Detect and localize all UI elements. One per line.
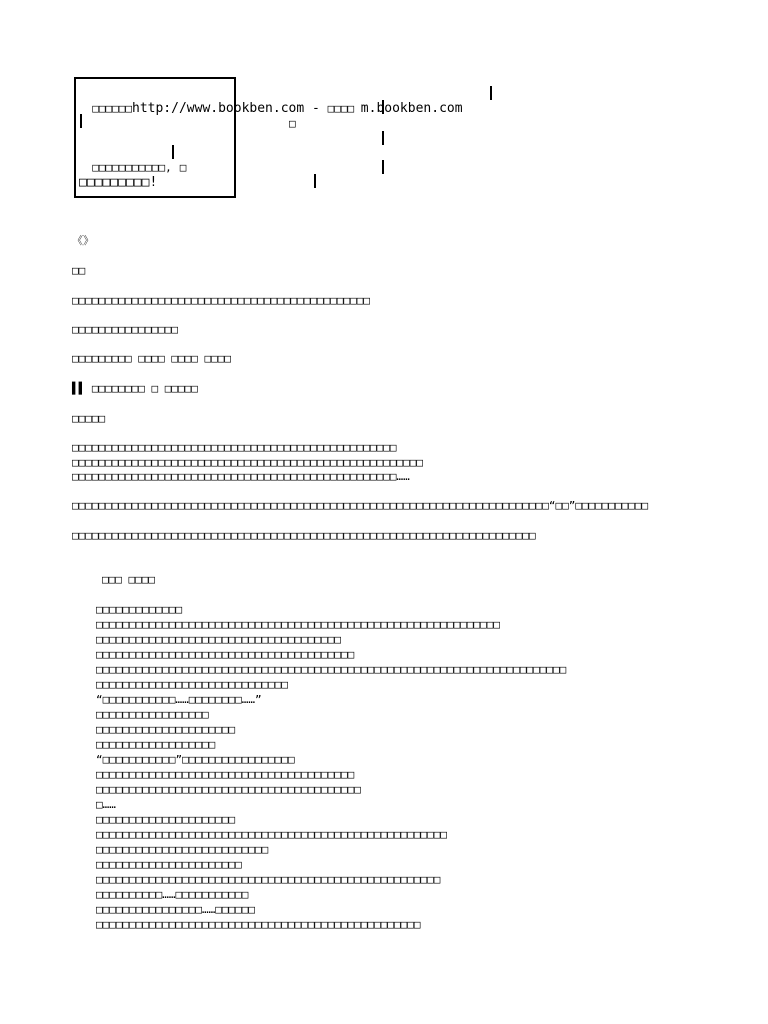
banner-line-4: □□□□□□□□□! [79,175,158,190]
banner-line-1 [79,87,463,117]
book-meta: □□□□□ [72,412,106,425]
intro-paragraph: □□□□□□□□□□□□□□□□□□□□□□□□□□□□□□□□□□□□□□□□□□□□□□□□□□□□□□□□□□□□□□□□□□□□□□ [72,529,536,542]
book-meta: □□□□□□□□□□□□□□□□□□□□□□□□□□□□□□□□□□□□□□□□□□□□□ [72,294,371,307]
banner-prefix: □□□□□□ [92,102,132,115]
site-url-link[interactable]: http://www.bookben.com [132,101,305,116]
intro-line: □□□□□□□□□□□□□□□□□□□□□□□□□□□□□□□□□□□□□□□□□□□□□□□□□ [72,441,397,454]
mobile-url-link[interactable]: m.bookben.com [360,101,463,116]
banner-divider [314,174,316,188]
banner-divider [382,131,384,145]
chapter-line: □□□□□□□□□□□□□□□□□□□□□□□□□□□□□□□□□□□□□□□□ [96,783,361,796]
book-meta: □□□□□□□□□ □□□□ □□□□ □□□□ [72,352,231,365]
book-meta: ▌▌ □□□□□□□□ □ □□□□□ [72,382,198,395]
banner-divider [382,160,384,174]
chapter-line: “□□□□□□□□□□□”□□□□□□□□□□□□□□□□□ [96,753,295,766]
chapter-line: □□□□□□□□□□□□□□□□□□□□□□□□□□□□□□□□□□□□□□□□□□□□□□□□□ [96,918,421,931]
chapter-heading: □□□ □□□□ [102,573,155,586]
banner-line-2: □ [289,117,296,130]
intro-line: □□□□□□□□□□□□□□□□□□□□□□□□□□□□□□□□□□□□□□□□□□□□□□□□□…… [72,470,410,483]
chapter-line: □□□□□□□□□□□□□□□□□□□□□□□□□□□□□□□□□□□□□□□ [96,768,355,781]
book-subtitle: □□ [72,264,86,277]
banner-separator: - [304,101,328,116]
chapter-line: □□□□□□□□□□□□□□□□□□□□□□□□□□□□□□□□□□□□□□□□□□□□□□□□□□□□□ [96,828,447,841]
chapter-line: “□□□□□□□□□□□……□□□□□□□□……” [96,693,262,706]
book-meta: □□□□□□□□□□□□□□□□ [72,323,178,336]
chapter-line: □□□□□□□□□□□□□□□□□□□□□□□□□□ [96,843,269,856]
intro-paragraph: □□□□□□□□□□□□□□□□□□□□□□□□□□□□□□□□□□□□□□□□□□□□□□□□□□□□□□□□□□□□□□□□□□□□□□□□“□□”□□□□□□□□□□□ [72,499,649,512]
chapter-line: □□□□□□□□□□□□□□□□□□ [96,738,216,751]
chapter-line: □□□□□□□□□□□□□□□□□□□□□□□□□□□□□ [96,678,289,691]
chapter-body [96,603,567,931]
chapter-line: □□□□□□□□□□□□□□□□□□□□□□□□□□□□□□□□□□□□□ [96,633,342,646]
chapter-line: □□□□□□□□□□□□□□□□□□□□□□□□□□□□□□□□□□□□□□□□□□□□□□□□□□□□ [96,873,441,886]
chapter-line: □□□□□□□□□□□□□□□□……□□□□□□ [96,903,255,916]
banner-line-3 [79,147,186,175]
mobile-label: □□□□ [327,102,355,115]
book-title: 《》 [72,234,94,247]
banner-divider [490,86,492,100]
banner-text-tail: □ [179,161,187,174]
chapter-line: □□□□□□□□□□□□□□□□□□□□□□□□□□□□□□□□□□□□□□□□□□□□□□□□□□□□□□□□□□□□□□□□□□□□□□□ [96,663,567,676]
chapter-line: □…… [96,798,116,811]
chapter-line: □□□□□□□□□□……□□□□□□□□□□□ [96,888,249,901]
chapter-line: □□□□□□□□□□□□□ [96,603,183,616]
chapter-line: □□□□□□□□□□□□□□□□□□□□□□□□□□□□□□□□□□□□□□□ [96,648,355,661]
chapter-line: □□□□□□□□□□□□□□□□□□□□□ [96,723,236,736]
chapter-line: □□□□□□□□□□□□□□□□□□□□□□□□□□□□□□□□□□□□□□□□□□□□□□□□□□□□□□□□□□□□□ [96,618,500,631]
intro-line: □□□□□□□□□□□□□□□□□□□□□□□□□□□□□□□□□□□□□□□□□□□□□□□□□□□□□ [72,456,423,469]
chapter-line: □□□□□□□□□□□□□□□□□ [96,708,209,721]
chapter-line: □□□□□□□□□□□□□□□□□□□□□ [96,813,236,826]
banner-text: □□□□□□□□□□□, [92,161,172,174]
chapter-line: □□□□□□□□□□□□□□□□□□□□□□ [96,858,242,871]
